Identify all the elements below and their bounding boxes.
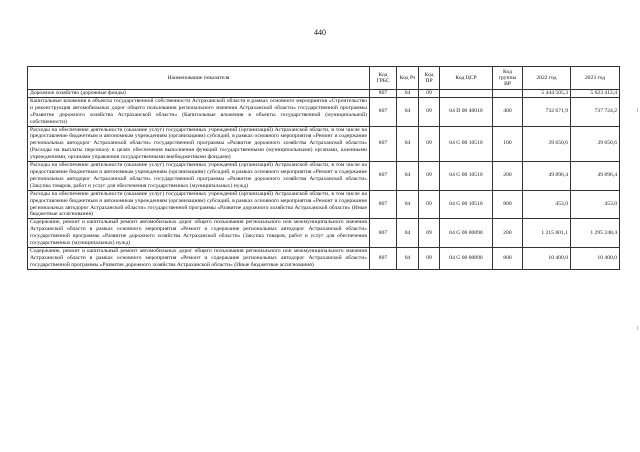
scan-mark: [637, 326, 638, 330]
row-rz: 04: [397, 190, 419, 219]
row-2022: 49 896,4: [523, 162, 571, 191]
row-grbs: 807: [370, 126, 397, 162]
row-name: Содержание, ремонт и капитальный ремонт автомобильных дорог общего пользования регионального или межмуниципального значения Астраханской области в рамках основного мероприятия «Ремонт и содержание региональных автодорог Астраханской области» государственной программы «Развитие дорожного хозяйства Астраханской области» (Закупка товаров, работ и услуг для обеспечения государственных (муниципальных) нужд): [28, 219, 370, 248]
row-csr: [440, 90, 493, 98]
row-2023: 39 650,6: [571, 126, 620, 162]
row-pr: 09: [419, 219, 440, 248]
header-grbs: Код ГРБС: [370, 67, 397, 90]
row-grbs: 807: [370, 97, 397, 126]
row-2022: 453,0: [523, 190, 571, 219]
row-2022: 39 650,6: [523, 126, 571, 162]
row-name: Капитальные вложения в объекты государственной собственности Астраханской области в рамках основного мероприятия «Строительство и реконструкция автомобильных дорог общего пользования регионального значения Астраханской области» государственной программы «Развитие дорожного хозяйства Астраханской области» (Капитальные вложения в объекты государственной (муниципальной) собственности): [28, 97, 370, 126]
row-csr: 04 G 00 80890: [440, 247, 493, 269]
header-pr: Код ПР: [419, 67, 440, 90]
row-2022: 10 400,0: [523, 247, 571, 269]
row-rz: 04: [397, 97, 419, 126]
budget-table: [27, 66, 620, 270]
table-row: [28, 190, 620, 219]
row-vr: [493, 90, 523, 98]
table-row: [28, 247, 620, 269]
row-rz: 04: [397, 162, 419, 191]
row-rz: 04: [397, 90, 419, 98]
row-rz: 04: [397, 126, 419, 162]
header-2022: 2022 год: [523, 67, 571, 90]
row-csr: 04 G 00 80890: [440, 219, 493, 248]
row-vr: 200: [493, 219, 523, 248]
row-vr: 800: [493, 190, 523, 219]
row-rz: 04: [397, 247, 419, 269]
row-name: Дорожное хозяйство (дорожные фонды): [28, 90, 370, 98]
row-pr: 09: [419, 162, 440, 191]
row-2022: 732 671,9: [523, 97, 571, 126]
row-grbs: 807: [370, 90, 397, 98]
row-2023: 5 623 412,4: [571, 90, 620, 98]
page-number: 440: [314, 28, 326, 37]
row-vr: 800: [493, 247, 523, 269]
table-header-row: [28, 67, 620, 90]
row-rz: 04: [397, 219, 419, 248]
table-row: [28, 90, 620, 98]
header-2023: 2023 год: [571, 67, 620, 90]
row-pr: 09: [419, 90, 440, 98]
row-2022: 1 215 801,1: [523, 219, 571, 248]
table-row: [28, 162, 620, 191]
row-name: Расходы на обеспечение деятельности (оказание услуг) государственных учреждений (организаций) Астраханской области, в том числе на предоставление бюджетным и автономным учреждениям (организациям) субсидий, в рамках основного мероприятия «Ремонт и содержание региональных автодорог Астраханской области» государственной программы «Развитие дорожного хозяйства Астраханской области» (Закупка товаров, работ и услуг для обеспечения государственных (муниципальных) нужд): [28, 162, 370, 191]
row-grbs: 807: [370, 190, 397, 219]
row-grbs: 807: [370, 162, 397, 191]
row-name: Содержание, ремонт и капитальный ремонт автомобильных дорог общего пользования регионального или межмуниципального значения Астраханской области в рамках основного мероприятия «Ремонт и содержание региональных автодорог Астраханской области» государственной программы «Развитие дорожного хозяйства Астраханской области» (Иные бюджетные ассигнования): [28, 247, 370, 269]
row-2022: 5 444 505,3: [523, 90, 571, 98]
scan-mark: [637, 108, 638, 112]
header-name: Наименование показателя: [28, 67, 370, 90]
header-vr: Код группы ВР: [493, 67, 523, 90]
row-2023: 49 896,4: [571, 162, 620, 191]
row-name: Расходы на обеспечение деятельности (оказание услуг) государственных учреждений (организаций) Астраханской области, в том числе на предоставление бюджетным и автономным учреждениям (организациям) субсидий, в рамках основного мероприятия «Ремонт и содержание региональных автодорог Астраханской области» государственной программы «Развитие дорожного хозяйства Астраханской области» (Расходы на выплаты персоналу в целях обеспечения выполнения функций государственными (муниципальными) органами, казенными учреждениями, органами управления государственными внебюджетными фондами): [28, 126, 370, 162]
row-csr: 04 G 00 10510: [440, 190, 493, 219]
row-pr: 09: [419, 126, 440, 162]
row-name: Расходы на обеспечение деятельности (оказание услуг) государственных учреждений (организаций) Астраханской области, в том числе на предоставление бюджетным и автономным учреждениям (организациям) субсидий, в рамках основного мероприятия «Ремонт и содержание региональных автодорог Астраханской области» государственной программы «Развитие дорожного хозяйства Астраханской области» (Иные бюджетные ассигнования): [28, 190, 370, 219]
row-csr: 04 D 00 40010: [440, 97, 493, 126]
row-grbs: 807: [370, 219, 397, 248]
header-rz: Код Рз: [397, 67, 419, 90]
row-pr: 09: [419, 97, 440, 126]
row-2023: 737 724,2: [571, 97, 620, 126]
table-row: [28, 97, 620, 126]
row-vr: 200: [493, 162, 523, 191]
row-vr: 100: [493, 126, 523, 162]
header-csr: Код ЦСР: [440, 67, 493, 90]
row-pr: 09: [419, 190, 440, 219]
row-2023: 10 400,0: [571, 247, 620, 269]
table-row: [28, 219, 620, 248]
row-pr: 09: [419, 247, 440, 269]
row-vr: 400: [493, 97, 523, 126]
table-row: [28, 126, 620, 162]
row-2023: 1 295 248,4: [571, 219, 620, 248]
row-csr: 04 G 00 10510: [440, 126, 493, 162]
row-grbs: 807: [370, 247, 397, 269]
row-csr: 04 G 00 10510: [440, 162, 493, 191]
row-2023: 453,0: [571, 190, 620, 219]
